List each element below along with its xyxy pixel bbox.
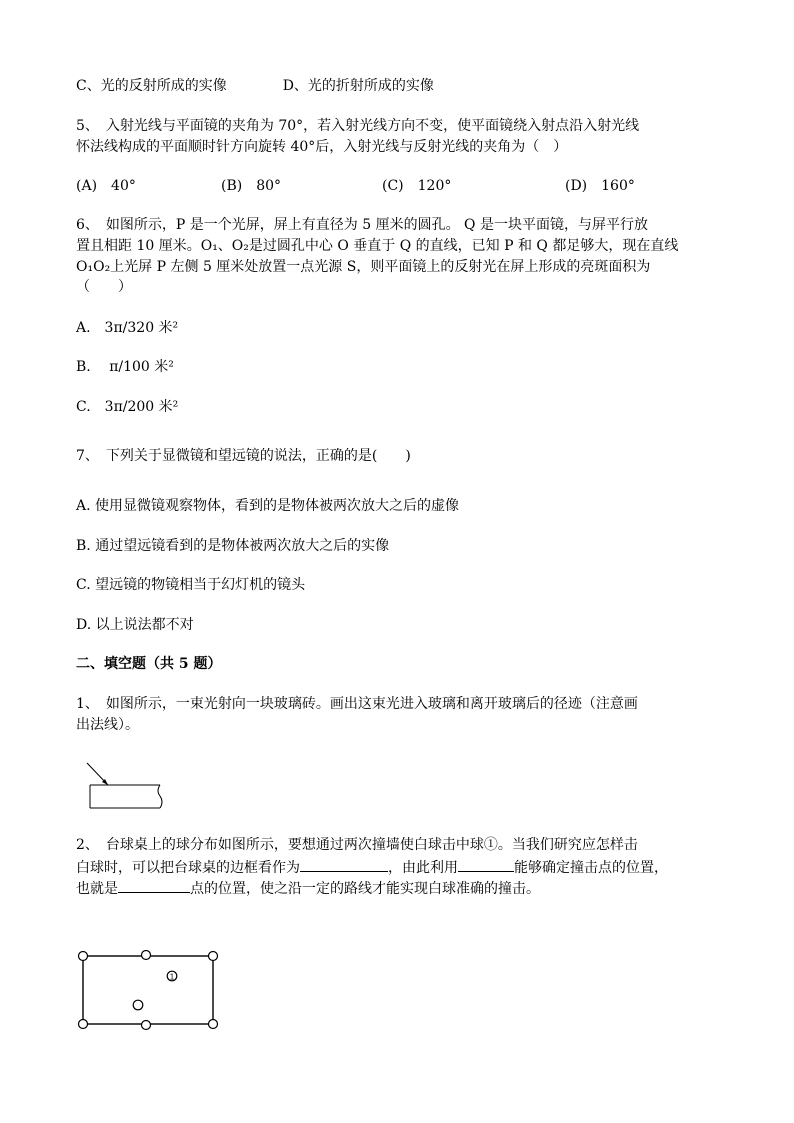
glass-brick: [90, 785, 160, 808]
fill-question-2-line-3: 也就是 点的位置，使之沿一定的路线才能实现白球准确的撞击。: [76, 877, 540, 900]
fill-question-2-line-1: 2、 台球桌上的球分布如图所示，要想通过两次撞墙使白球击中球①。当我们研究应怎样击: [76, 837, 638, 853]
question-4-options: C、光的反射所成的实像 D、光的折射所成的实像: [76, 78, 434, 94]
question-7-option-d: D. 以上说法都不对: [76, 617, 194, 633]
answer-blank-3[interactable]: [118, 877, 190, 893]
question-5-option-c: (C) 120°: [382, 178, 452, 194]
fill-question-1-line-1: 1、 如图所示，一束光射向一块玻璃砖。画出这束光进入玻璃和离开玻璃后的径迹（注意画: [76, 696, 638, 712]
section-2-title: 二、填空题（共 5 题）: [76, 656, 222, 672]
white-ball: [133, 1000, 143, 1010]
fill-question-1-line-2: 出法线）。: [76, 717, 139, 733]
question-5-option-a: (A) 40°: [76, 178, 136, 194]
ball-1-label: 1: [169, 972, 175, 982]
pocket-top-middle: [142, 951, 151, 960]
answer-blank-1[interactable]: [300, 856, 388, 872]
question-7-option-a: A. 使用显微镜观察物体，看到的是物体被两次放大之后的虚像: [76, 498, 460, 514]
question-6-line-4: （ ）: [76, 279, 132, 295]
question-6-option-a: A. 3π/320 米²: [76, 320, 179, 336]
fill-question-2-line-2: 白球时，可以把台球桌的边框看作为 ，由此利用 能够确定撞击点的位置，: [76, 856, 668, 879]
question-6-line-1: 6、 如图所示，P 是一个光屏，屏上有直径为 5 厘米的圆孔。 Q 是一块平面镜，与屏平行放: [76, 217, 648, 233]
glass-brick-break: [158, 785, 162, 808]
pocket-bottom-right: [209, 1020, 218, 1029]
pocket-top-right: [209, 952, 218, 961]
question-5-option-d: (D) 160°: [565, 178, 635, 194]
billiard-table-figure: [76, 950, 222, 1032]
pocket-bottom-left: [79, 1020, 88, 1029]
pocket-bottom-middle: [142, 1021, 151, 1030]
question-7-stem: 7、 下列关于显微镜和望远镜的说法，正确的是( ): [76, 448, 411, 464]
question-7-option-c: C. 望远镜的物镜相当于幻灯机的镜头: [76, 577, 306, 593]
question-6-option-b: B. π/100 米²: [76, 359, 174, 375]
table-border: [83, 956, 213, 1024]
question-5-line-1: 5、 入射光线与平面镜的夹角为 70°，若入射光线方向不变，使平面镜绕入射点沿入射光线: [76, 118, 640, 134]
pocket-top-left: [79, 952, 88, 961]
glass-brick-figure: [84, 760, 166, 812]
question-6-option-c: C. 3π/200 米²: [76, 399, 179, 415]
question-5-line-2: 怀法线构成的平面顺时针方向旋转 40°后，入射光线与反射光线的夹角为（ ）: [76, 139, 568, 155]
question-6-line-2: 置且相距 10 厘米。O₁、O₂是过圆孔中心 O 垂直于 Q 的直线，已知 P 和 Q 都足够大，现在直线: [76, 238, 679, 254]
answer-blank-2[interactable]: [458, 856, 514, 872]
question-5-option-b: (B) 80°: [221, 178, 282, 194]
question-6-line-3: O₁O₂上光屏 P 左侧 5 厘米处放置一点光源 S，则平面镜上的反射光在屏上形成的亮斑面积为: [76, 259, 651, 275]
question-7-option-b: B. 通过望远镜看到的是物体被两次放大之后的实像: [76, 538, 390, 554]
